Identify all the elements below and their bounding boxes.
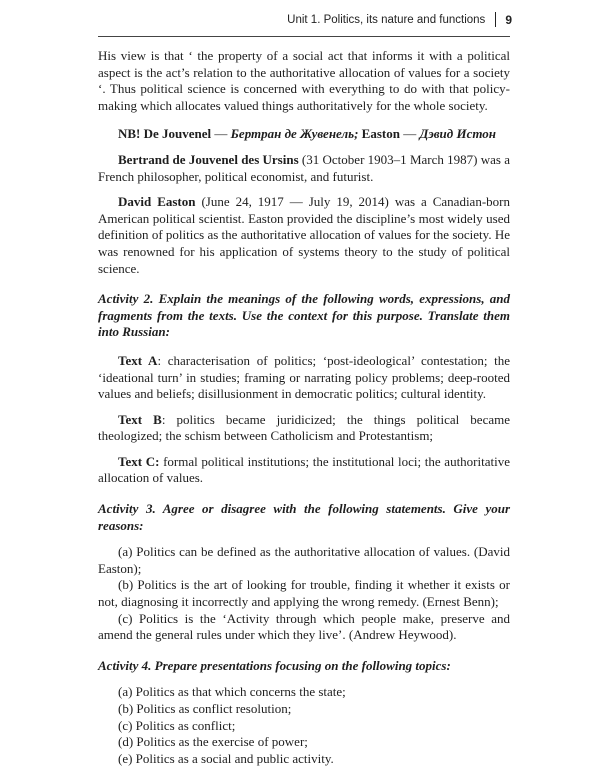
- running-header: [287, 12, 512, 27]
- nb-dash-1: —: [214, 126, 228, 142]
- activity-3-statements: [98, 544, 510, 644]
- bio-jouvenel: [98, 152, 510, 185]
- bio-jouvenel-name: Bertrand de Jouvenel des Ursins: [118, 151, 299, 167]
- topic-d: (d) Politics as the exercise of power;: [118, 734, 308, 750]
- text-b-body: : politics became juridicized; the things political became theologized; the schism between Catholicism and Protestantism;: [98, 411, 510, 444]
- header-separator: [495, 12, 496, 27]
- activity-3-title: Activity 3. Agree or disagree with the following statements. Give your reasons:: [98, 501, 510, 533]
- text-c-label: Text C:: [118, 453, 160, 469]
- activity-4-title: Activity 4. Prepare presentations focusing on the following topics:: [98, 657, 451, 673]
- activity-2-text-c: [98, 454, 510, 487]
- topic-c: (c) Politics as conflict;: [118, 717, 236, 733]
- statement-c: (c) Politics is the ‘Activity through which people make, preserve and amend the general rules under which they live’. (Andrew Heywood).: [98, 610, 510, 643]
- activity-2-text-b: [98, 412, 510, 445]
- page-number: 9: [505, 12, 512, 27]
- activity-4-topics: [98, 684, 510, 767]
- nb-note: [98, 126, 510, 143]
- topic-a: (a) Politics as that which concerns the state;: [118, 684, 346, 700]
- nb-name-2: Easton: [361, 126, 400, 142]
- running-title: Unit 1. Politics, its nature and functions: [287, 13, 486, 26]
- topic-b: (b) Politics as conflict resolution;: [118, 701, 292, 716]
- text-c-body: formal political institutions; the institutional loci; the authoritative allocation of values.: [98, 453, 510, 486]
- nb-name-1: De Jouvenel: [143, 126, 212, 142]
- text-a-label: Text A: [118, 352, 158, 368]
- topic-e: (e) Politics as a social and public activity.: [118, 750, 334, 766]
- bio-jouvenel-text: (31 October 1903–1 March 1987) was a French philosopher, political economist, and futurist.: [98, 151, 510, 184]
- text-a-body: : characterisation of politics; ‘post-ideological’ contestation; the ‘ideational turn’ in studies; framing or narrating policy problems; deep-rooted values and beliefs; disillusionment in democratic politics; cultural identity.: [98, 352, 511, 402]
- intro-paragraph: His view is that ‘ the property of a social act that informs it with a political aspect is the act’s relation to the authoritative allocation of values for a society ‘. Thus political science is concerned with everything to do with that policy-making which allocates valued things authoritatively for the whole society.: [98, 48, 510, 113]
- bio-easton: [98, 194, 510, 277]
- text-b-label: Text B: [118, 411, 162, 427]
- bio-easton-name: David Easton: [118, 194, 196, 210]
- statement-b: (b) Politics is the art of looking for trouble, finding it whether it exists or not, diagnosing it incorrectly and applying the wrong remedy. (Ernest Benn);: [98, 577, 510, 610]
- statement-a: (a) Politics can be defined as the authoritative allocation of values. (David Easton);: [98, 544, 510, 576]
- bio-easton-text: (June 24, 1917 — July 19, 2014) was a Canadian-born American political scientist. Easton provided the discipline’s most widely used definition of politics as the authoritative allocation of values for the society. He was renowned for his application of systems theory to the study of political science.: [98, 194, 510, 276]
- activity-2-title: Activity 2. Explain the meanings of the following words, expressions, and fragments from the texts. Use the context for this purpose. Translate them into Russian:: [98, 291, 510, 340]
- header-rule: [98, 36, 510, 37]
- activity-2-text-a: [98, 353, 510, 403]
- page-body: [98, 48, 510, 767]
- nb-translit-2: Дэвид Истон: [419, 126, 497, 142]
- nb-translit-1: Бертран де Жувенель;: [230, 126, 359, 142]
- nb-dash-2: —: [403, 126, 417, 142]
- nb-label: NB!: [118, 126, 141, 142]
